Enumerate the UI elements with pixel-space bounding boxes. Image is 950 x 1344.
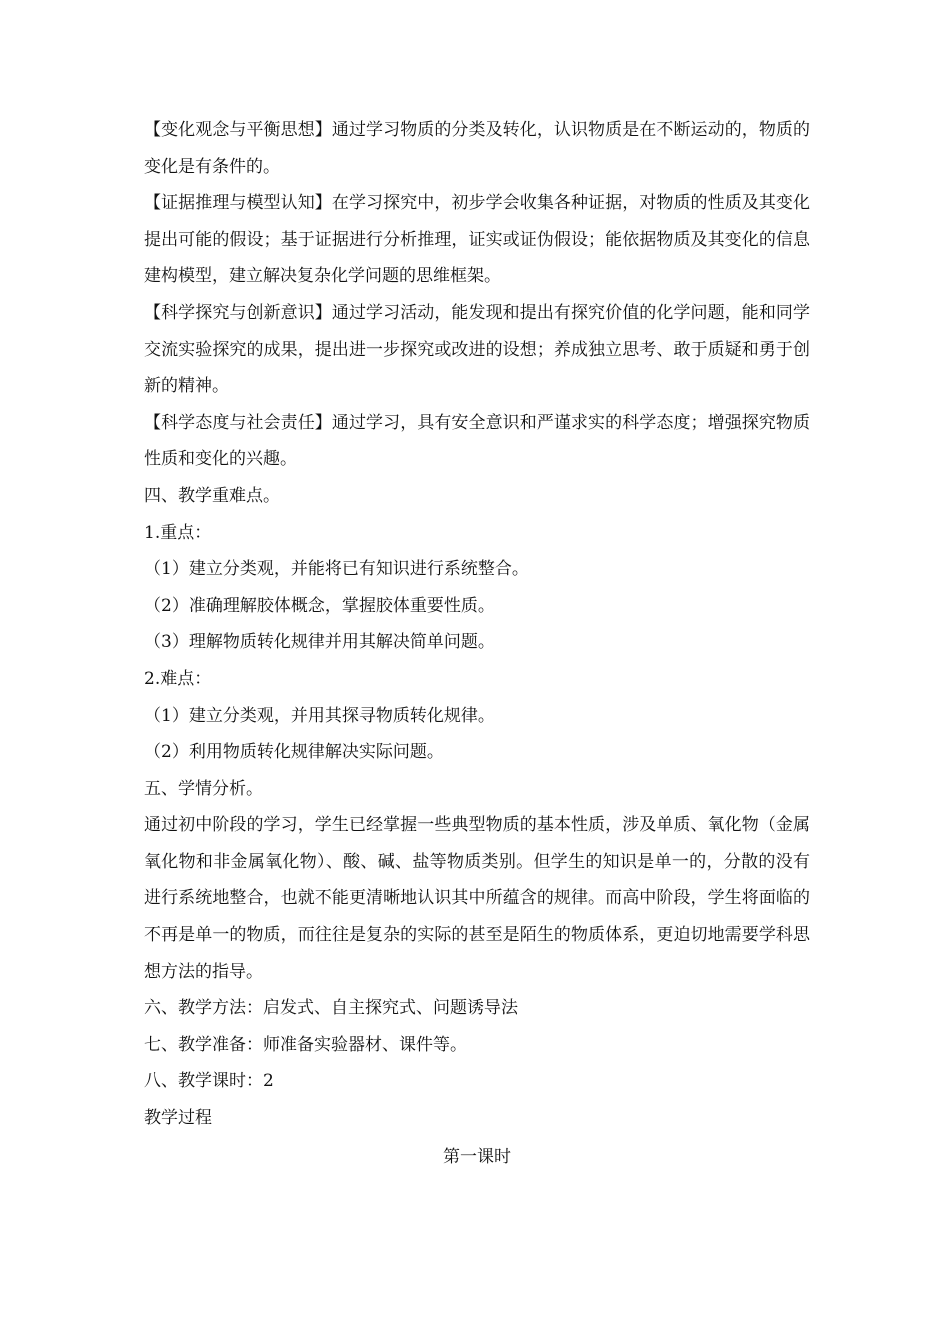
literacy-text: 通过学习物质的分类及转化，认识物质是在不断运动的，物质的变化是有条件的。 [144,120,811,177]
literacy-attitude-responsibility [144,405,810,478]
key-point-item: （1）建立分类观，并能将已有知识进行系统整合。 [144,559,529,580]
key-point-item: （3）理解物质转化规律并用其解决简单问题。 [144,632,495,653]
teaching-hours: 八、教学课时：2 [144,1071,274,1092]
literacy-text: 通过学习活动，能发现和提出有探究价值的化学问题，能和同学交流实验探究的成果，提出进一步探究或改进的设想；养成独立思考、敢于质疑和勇于创新的精神。 [144,302,811,397]
literacy-label: 【变化观念与平衡思想】 [144,120,332,140]
teaching-process-heading: 教学过程 [144,1108,212,1129]
literacy-evidence-model [144,185,810,295]
lesson-title: 第一课时 [443,1146,511,1167]
section4-heading: 四、教学重难点。 [144,485,280,506]
key-point-item: （2）准确理解胶体概念，掌握胶体重要性质。 [144,595,495,616]
key-points-heading: 1.重点： [144,522,212,543]
section5-heading: 五、学情分析。 [144,778,263,799]
literacy-text: 在学习探究中，初步学会收集各种证据，对物质的性质及其变化提出可能的假设；基于证据进行分析推理，证实或证伪假设；能依据物质及其变化的信息建构模型，建立解决复杂化学问题的思维框架。 [144,193,811,287]
difficult-points-heading: 2.难点： [144,668,212,689]
document-page [144,112,810,1175]
teaching-preparation: 七、教学准备：师准备实验器材、课件等。 [144,1034,467,1055]
literacy-label: 【科学态度与社会责任】 [144,412,332,433]
difficult-point-item: （1）建立分类观，并用其探寻物质转化规律。 [144,705,495,726]
student-analysis-text: 通过初中阶段的学习，学生已经掌握一些典型物质的基本性质，涉及单质、氧化物（金属氧化物和非金属氧化物）、酸、碱、盐等物质类别。但学生的知识是单一的，分散的没有进行系统地整合，也就不能更清晰地认识其中所蕴含的规律。而高中阶段，学生将面临的不再是单一的物质，而往往是复杂的实际的甚至是陌生的物质体系，更迫切地需要学科思想方法的指导。 [144,815,810,982]
literacy-label: 【证据推理与模型认知】 [144,193,332,214]
teaching-methods: 六、教学方法：启发式、自主探究式、问题诱导法 [144,998,518,1019]
literacy-text: 通过学习，具有安全意识和严谨求实的科学态度；增强探究物质性质和变化的兴趣。 [144,412,811,470]
difficult-point-item: （2）利用物质转化规律解决实际问题。 [144,742,444,763]
literacy-inquiry-innovation [144,295,810,405]
literacy-label: 【科学探究与创新意识】 [144,302,332,323]
literacy-change-balance [144,112,810,185]
